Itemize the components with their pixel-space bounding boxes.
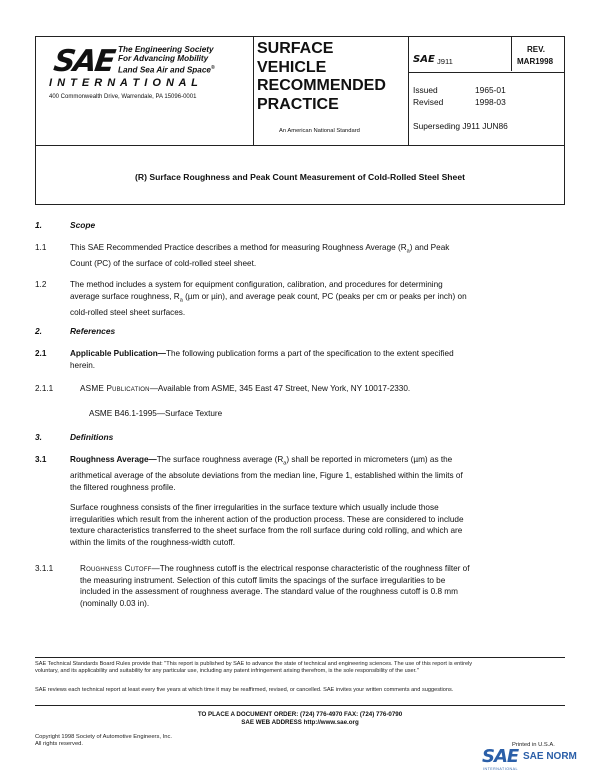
registered-mark: ® <box>210 64 215 71</box>
clause-number: 1.2 <box>35 280 47 289</box>
text-line <box>70 454 565 470</box>
text-line: Count (PC) of the surface of cold-rolled steel sheet. <box>70 259 257 269</box>
copyright-line: All rights reserved. <box>35 741 84 748</box>
header-divider <box>253 37 254 145</box>
web-line: SAE WEB ADDRESS http://www.sae.org <box>241 719 359 726</box>
footer-line: SAE Technical Standards Board Rules provide that: "This report is published by SAE to advance the state of technical and engineering sciences. The use of this report is entirely <box>35 661 473 667</box>
clause-number: 1.1 <box>35 243 47 252</box>
text-line: (nominally 0.03 in). <box>80 598 150 608</box>
document-type-line: VEHICLE <box>257 58 327 76</box>
society-tagline <box>118 45 215 75</box>
clause-number: 2.1 <box>35 349 47 358</box>
section-number: 1. <box>35 220 42 230</box>
text-line: within the limits of the roughness-width cutoff. <box>70 537 236 547</box>
footer-line: voluntary, and its applicability and suitability for any particular use, including any patent infringement arising therefrom, is the sole responsibility of the user." <box>35 668 419 675</box>
clause-number: 3.1.1 <box>35 564 54 573</box>
section-number: 2. <box>35 326 42 336</box>
section-heading: References <box>70 326 116 336</box>
subscript: a <box>283 460 287 467</box>
document-type <box>257 40 386 114</box>
issued-row <box>413 84 506 96</box>
rev-date: MAR1998 <box>517 57 554 66</box>
clause-number: 2.1.1 <box>35 384 54 393</box>
issued-value: 1965-01 <box>475 85 506 95</box>
text-run: —The roughness cutoff is the electrical response characteristic of the roughness filter of <box>151 564 470 573</box>
revised-row <box>413 96 506 108</box>
text-line <box>70 242 565 258</box>
document-type-line: RECOMMENDED <box>257 77 386 95</box>
text-line: cold-rolled steel sheet surfaces. <box>70 307 186 317</box>
clause-text <box>70 348 565 371</box>
text-line: included in the assessment of roughness average. The standard value of the roughness cutoff is 0.8 mm <box>80 587 458 597</box>
text-run: The surface roughness average (R <box>156 455 284 464</box>
corner-sae-logo: SAE <box>482 746 519 767</box>
document-type-line: PRACTICE <box>257 95 339 113</box>
revised-label: Revised <box>413 97 444 107</box>
text-run: —Available from ASME, 345 East 47 Street, New York, NY 10017-2330. <box>149 384 411 393</box>
clause-title: Applicable Publication— <box>70 349 166 358</box>
text-line: arithmetical average of the absolute deviations from the median line, Figure 1, established within the limits of <box>70 471 463 481</box>
term-label: Roughness Cutoff <box>80 564 152 573</box>
tagline-line <box>118 64 215 75</box>
rev-label: REV. <box>527 45 545 54</box>
text-line <box>80 563 565 575</box>
tagline-text: Land Sea Air and Space <box>118 65 211 75</box>
text-run: The following publication forms a part of the specification to the extent specified <box>166 349 454 358</box>
sae-logo: SAE <box>51 44 116 79</box>
text-line: herein. <box>70 360 96 370</box>
header-divider <box>511 37 512 71</box>
text-run: This SAE Recommended Practice describes a method for measuring Roughness Average (R <box>70 243 407 252</box>
revised-value: 1998-03 <box>475 97 506 107</box>
order-line: TO PLACE A DOCUMENT ORDER: (724) 776-4970 FAX: (724) 776-0790 <box>197 711 403 718</box>
publication-label: ASME Publication <box>80 384 150 393</box>
printed-in: Printed in U.S.A. <box>512 742 555 748</box>
clause-number: 3.1 <box>35 455 47 464</box>
document-title: (R) Surface Roughness and Peak Count Measurement of Cold-Rolled Steel Sheet <box>135 172 465 182</box>
document-number: J911 <box>437 57 453 66</box>
text-line: irregularities which result from the inherent action of the production process. These are considered to include <box>70 514 464 524</box>
reference-item: ASME B46.1-1995—Surface Texture <box>89 409 223 418</box>
text-line: The method includes a system for equipment configuration, calibration, and procedures for determining <box>70 280 443 289</box>
section-number: 3. <box>35 432 42 442</box>
superseding: Superseding J911 JUN86 <box>413 121 508 131</box>
document-type-line: SURFACE <box>257 40 334 57</box>
subscript: a <box>179 297 183 304</box>
clause-text <box>70 242 565 270</box>
header-divider <box>408 37 409 145</box>
society-address: 400 Commonwealth Drive, Warrendale, PA 15096-0001 <box>49 94 197 100</box>
issue-info <box>413 84 506 108</box>
clause-text <box>80 383 565 395</box>
footer-review: SAE reviews each technical report at least every five years at which time it may be reaffirmed, revised, or cancelled. SAE invites your written comments and suggestions. <box>35 687 454 693</box>
text-line: texture characteristics transferred to the sheet surface from the roll surface during cold rolling, and which are <box>70 526 463 536</box>
tagline-line: For Advancing Mobility <box>118 54 209 64</box>
ans-note: An American National Standard <box>279 128 360 134</box>
tagline-line: The Engineering Society <box>118 45 214 54</box>
copyright <box>35 734 172 749</box>
section-heading: Definitions <box>70 432 114 442</box>
text-run: (µm or µin), and average peak count, PC (peaks per cm or peaks per inch) on <box>182 291 467 301</box>
international-label: I N T E R N A T I O N A L <box>49 77 199 89</box>
text-line: the measuring instrument. Selection of this cutoff limits the spacings of the surface irregularities to be <box>80 575 446 585</box>
corner-international: INTERNATIONAL <box>483 767 518 771</box>
paragraph <box>70 502 565 548</box>
footer-divider <box>35 657 565 658</box>
subscript: a <box>406 248 410 255</box>
text-line: Surface roughness consists of the finer irregularities in the surface texture which usually include those <box>70 503 439 512</box>
footer-rules <box>35 661 575 676</box>
order-info <box>0 711 600 727</box>
text-line <box>70 348 565 360</box>
small-sae-logo: SAE <box>413 54 435 65</box>
header-divider <box>408 72 564 73</box>
text-run: ) shall be reported in micrometers (µm) as the <box>286 455 453 464</box>
clause-text <box>70 454 565 493</box>
footer-divider <box>35 705 565 706</box>
text-run: ) and Peak <box>409 243 450 252</box>
section-heading: Scope <box>70 220 96 230</box>
text-run: average surface roughness, R <box>70 291 180 301</box>
text-line: the filtered roughness profile. <box>70 482 176 492</box>
clause-title: Roughness Average— <box>70 455 157 464</box>
clause-text <box>70 279 565 318</box>
text-line <box>70 291 565 307</box>
issued-label: Issued <box>413 85 438 95</box>
copyright-line: Copyright 1998 Society of Automotive Engineers, Inc. <box>35 734 172 740</box>
clause-text <box>80 563 565 609</box>
corner-sae-norm: SAE NORM <box>523 751 577 762</box>
